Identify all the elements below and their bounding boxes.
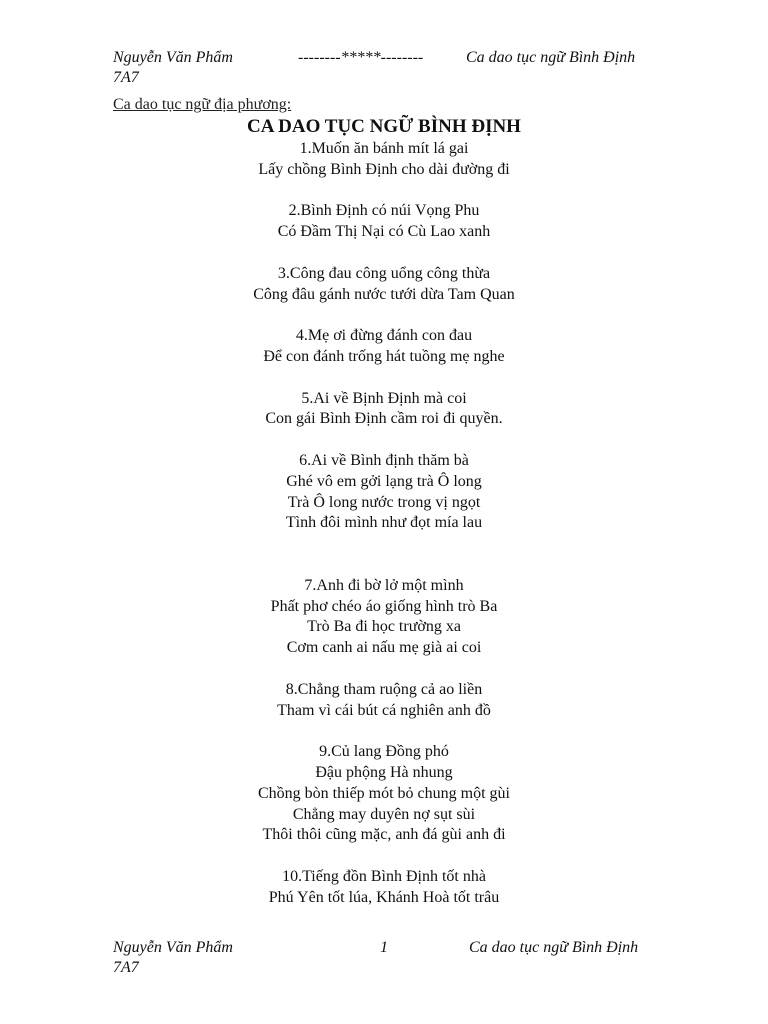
intro-heading: Ca dao tục ngữ địa phương: <box>113 96 292 113</box>
verse-line: Chẳng may duyên nợ sụt sùi <box>292 805 476 823</box>
footer-doc-title: Ca dao tục ngữ Bình Định <box>469 939 639 956</box>
verse-line: Công đâu gánh nước tưới dừa Tam Quan <box>253 285 515 303</box>
verse-line: 9.Củ lang Đồng phó <box>319 743 449 761</box>
footer-author: Nguyễn Văn Phẩm <box>113 939 233 956</box>
stanza-1 <box>0 139 768 181</box>
verse-line: 8.Chẳng tham ruộng cả ao liền <box>285 680 483 698</box>
verse-line: 4.Mẹ ơi đừng đánh con đau <box>295 327 473 345</box>
verse-line: Lấy chồng Bình Định cho dài đường đi <box>258 160 510 178</box>
footer-page-number: 1 <box>380 939 388 956</box>
verse-line: Đậu phộng Hà nhung <box>315 763 453 781</box>
stanza-5 <box>0 389 768 431</box>
page-footer <box>113 938 673 978</box>
stanza-9 <box>0 742 768 846</box>
header-author: Nguyễn Văn Phẩm <box>113 49 233 66</box>
stanza-10 <box>0 867 768 909</box>
verse-line: Trò Ba đi học trường xa <box>307 618 461 636</box>
verse-line: Phú Yên tốt lúa, Khánh Hoà tốt trâu <box>268 888 500 906</box>
verse-line: Chồng bòn thiếp mót bỏ chung một gùi <box>258 784 510 802</box>
verse-line: Con gái Bình Định cầm roi đi quyền. <box>265 410 503 428</box>
verse-line: Có Đầm Thị Nại có Cù Lao xanh <box>277 223 491 241</box>
verse-line: 6.Ai về Bình định thăm bà <box>299 451 469 469</box>
poem-body <box>0 139 768 929</box>
verse-line: 5.Ai về Bịnh Định mà coi <box>301 389 467 407</box>
verse-line: 7.Anh đi bờ lở một mình <box>304 576 464 594</box>
verse-line: Trà Ô long nước trong vị ngọt <box>287 493 481 511</box>
verse-line: Để con đánh trống hát tuồng mẹ nghe <box>263 347 505 365</box>
stanza-8 <box>0 680 768 722</box>
verse-line: Thôi thôi cũng mặc, anh đá gùi anh đi <box>262 826 506 844</box>
verse-line: Cơm canh ai nấu mẹ già ai coi <box>286 639 482 657</box>
verse-line: Tình đôi mình như đọt mía lau <box>285 514 483 532</box>
header-class: 7A7 <box>113 69 139 86</box>
header-doc-title: Ca dao tục ngữ Bình Định <box>466 49 636 66</box>
verse-line: Ghé vô em gởi lạng trà Ô long <box>286 472 482 490</box>
page-title: CA DAO TỤC NGỮ BÌNH ĐỊNH <box>247 116 521 137</box>
stanza-7 <box>0 576 768 659</box>
verse-line: 10.Tiếng đồn Bình Định tốt nhà <box>282 867 486 885</box>
page-header <box>113 48 673 88</box>
verse-line: 2.Bình Định có núi Vọng Phu <box>288 202 480 220</box>
stanza-4 <box>0 326 768 368</box>
stanza-2 <box>0 201 768 243</box>
verse-line: Tham vì cái bút cá nghiên anh đồ <box>277 701 491 719</box>
verse-line: Phất phơ chéo áo giống hình trò Ba <box>270 597 498 615</box>
header-divider: --------*****-------- <box>298 49 424 66</box>
footer-class: 7A7 <box>113 959 139 976</box>
stanza-6 <box>0 451 768 534</box>
verse-line: 1.Muốn ăn bánh mít lá gai <box>299 140 469 157</box>
stanza-3 <box>0 264 768 306</box>
verse-line: 3.Công đau công uổng công thừa <box>277 264 491 282</box>
